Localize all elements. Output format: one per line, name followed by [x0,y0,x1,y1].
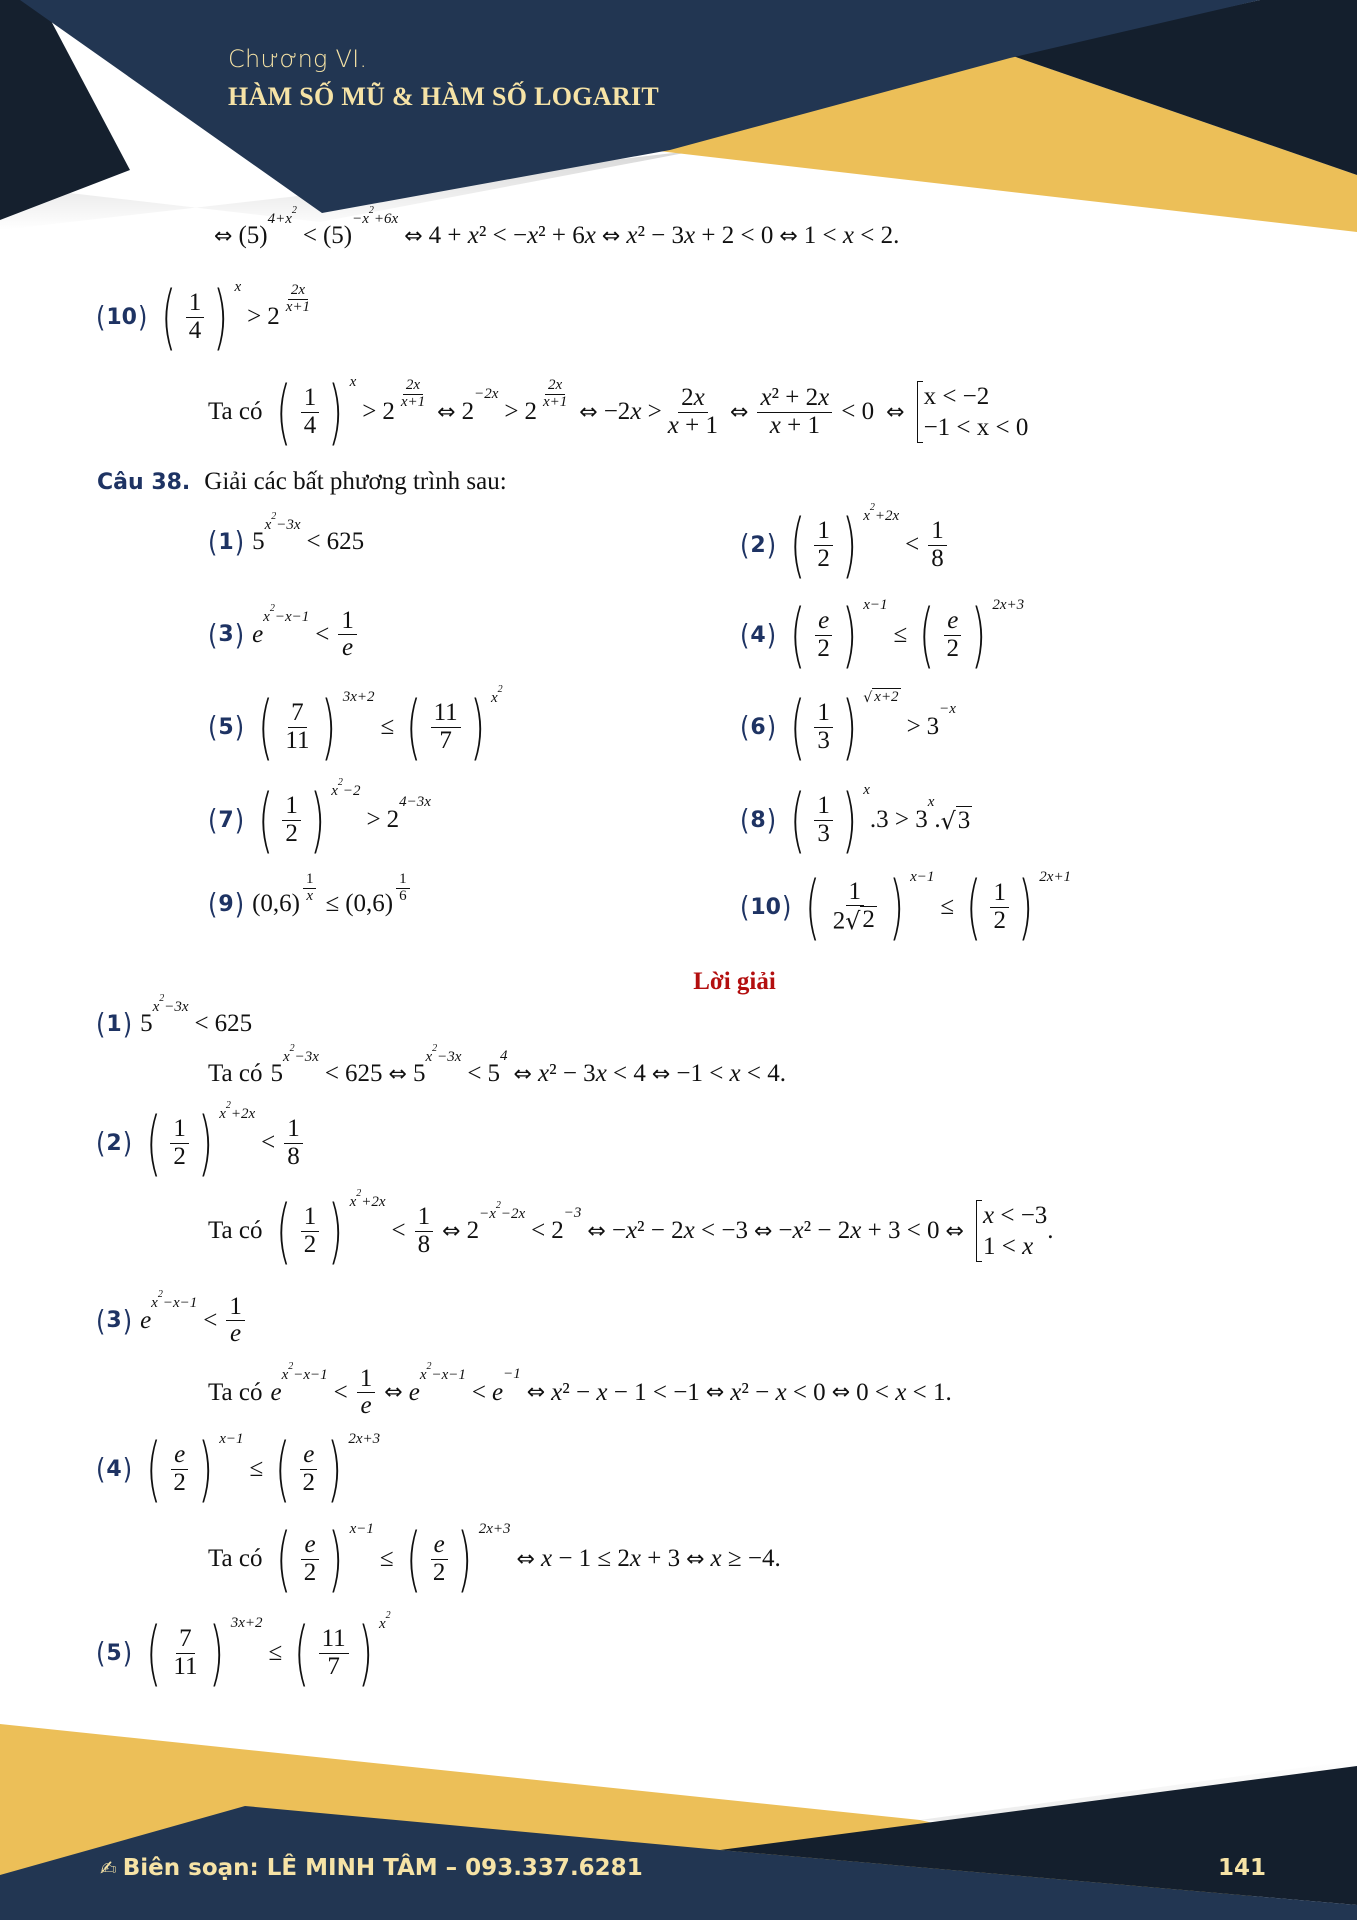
prev-solution-line: ⇔ (5) $^{4+x^2}$ < (5) $^{-x^2+6x}$ ⇔ 4 + x² < −x² + 6x ⇔ x² − 3x + 2 < 0 ⇔ 1 < x < 2. [214,204,900,249]
solution-work-4: Ta có ( $\frac{e}{2}$ ) $^{x-1}$ ≤ ( $\frac{e}{2}$ ) $^{2x+3}$ ⇔ x − 1 ≤ 2x + 3 ⇔ x ≥ −4. [208,1518,781,1600]
question-item-4: ( 4 ) ( $\frac{e}{2}$ ) $^{x-1}$ ≤ ( $\frac{e}{2}$ ) $^{2x+3}$ [740,594,1025,676]
pen-icon: ✍ [100,1856,117,1880]
question-item-5: ( 5 ) ( $\frac{7}{11}$ ) $^{3x+2}$ ≤ ( $\frac{11}{7}$ ) $^{x^2}$ [208,683,503,768]
prev-item-10: ( 10 ) ( $\frac{1}{4}$ ) $^x$ > 2 $\frac{2x}{x+1}$ [96,276,311,358]
footer-banner [0,1700,1357,1920]
chapter-title: HÀM SỐ MŨ & HÀM SỐ LOGARIT [228,82,660,111]
question-item-8: ( 8 ) ( $\frac{1}{3}$ ) $^x$ .3 > 3 $^x$ . √ 3 [740,779,971,861]
solution-item-4: ( 4 ) ( $\frac{e}{2}$ ) $^{x-1}$ ≤ ( $\frac{e}{2}$ ) $^{2x+3}$ [96,1428,381,1510]
solution-cases: x < −2 −1 < x < 0 [917,381,1029,444]
page-number: 141 [1218,1855,1267,1881]
author-credit: Biên soạn: LÊ MINH TÂM – 093.337.6281 [122,1855,643,1881]
solution-work-1: Ta có 5 $^{x^2-3x}$ < 625 ⇔ 5 $^{x^2-3x}$ < 5 $^4$ ⇔ x² − 3x < 4 ⇔ −1 < x < 4. [208,1042,787,1087]
solution-item-3: ( 3 ) e $^{x^2-x-1}$ < $\frac{1}{e}$ [96,1294,248,1348]
question-item-10: ( 10 ) ( 1 2 √ 2 ) $^{x-1}$ ≤ ( $\frac{1}{2}$ ) $^{2x+1}$ [740,866,1072,948]
solution-item-5: ( 5 ) ( $\frac{7}{11}$ ) $^{3x+2}$ ≤ ( $\frac{11}{7}$ ) $^{x^2}$ [96,1609,391,1694]
question-label: Câu 38. [97,470,191,495]
footer-author [100,1855,643,1881]
solution-work-2: Ta có ( $\frac{1}{2}$ ) $^{x^2+2x}$ < $\frac{1}{8}$ ⇔ 2 $^{-x^2-2x}$ < 2 $^{-3}$ ⇔ −x² − 2x < −3 ⇔ −x² − 2x + 3 < 0 ⇔ x < −3 1 < x . [208,1187,1054,1272]
iff-symbol: ⇔ [214,223,233,249]
question-prompt: Giải các bất phương trình sau: [204,468,507,495]
question-item-7: ( 7 ) ( $\frac{1}{2}$ ) $^{x^2-2}$ > 2 $^{4-3x}$ [208,776,431,861]
solution-item-1: ( 1 ) 5 $^{x^2-3x}$ < 625 [96,992,253,1041]
chapter-label: Chương VI. [228,45,368,73]
question-item-2: ( 2 ) ( $\frac{1}{2}$ ) $^{x^2+2x}$ < $\frac{1}{8}$ [740,510,950,580]
solution-item-2: ( 2 ) ( $\frac{1}{2}$ ) $^{x^2+2x}$ < $\frac{1}{8}$ [96,1108,306,1178]
header-banner [0,0,1357,240]
solution-work-3: Ta có e $^{x^2-x-1}$ < $\frac{1}{e}$ ⇔ e $^{x^2-x-1}$ < e $^{-1}$ ⇔ x² − x − 1 < −1 ⇔ x² − x < 0 ⇔ 0 < x < 1. [208,1361,952,1420]
solution-heading: Lời giải [693,968,776,995]
question-item-3: ( 3 ) e $^{x^2-x-1}$ < $\frac{1}{e}$ [208,608,360,662]
question-item-9: ( 9 ) (0,6) $\frac{1}{x}$ ≤ (0,6) $\frac{1}{6}$ [208,888,413,921]
question-item-6: ( 6 ) ( $\frac{1}{3}$ ) $^{√ x+2}$ > 3 $^{-x}$ [740,686,956,768]
prev-item-10-solution: Ta có ( $\frac{1}{4}$ ) $^x$ > 2 $\frac{2x}{x+1}$ ⇔ 2 $^{-2x}$ > 2 $\frac{2x}{x+1}$ ⇔ −2x > $\frac{2x}{x + 1}$ ⇔ $\frac{\text{x² + 2x}}{x + 1}$ < 0 ⇔ x < −2 −1 < x < 0 [208,371,1029,453]
question-header [97,468,507,496]
question-item-1: ( 1 ) 5 $^{x^2-3x}$ < 625 [208,510,365,559]
item-number-label: ( 10 ) [96,300,148,334]
